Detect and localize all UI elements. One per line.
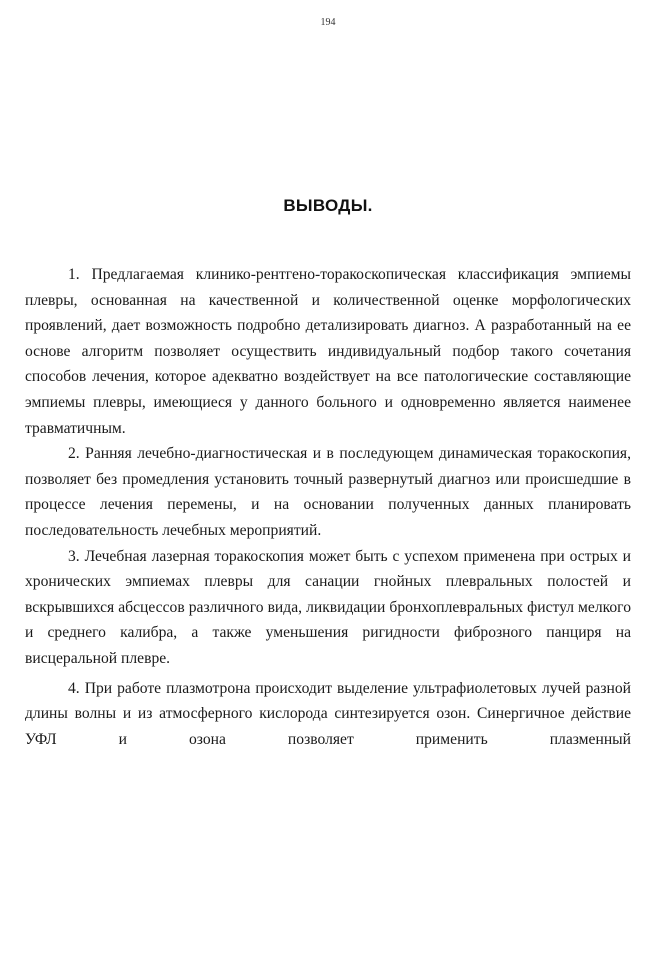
conclusions-body — [25, 262, 631, 752]
conclusion-paragraph-4: 4. При работе плазмотрона происходит выделение ультрафиолетовых лучей разной длины волны и из атмосферного кислорода синтезируется озон. Синергичное действие УФЛ и озона позволяет применить плазменный — [25, 679, 631, 748]
page-heading: ВЫВОДЫ. — [283, 196, 373, 215]
conclusion-paragraph-2: 2. Ранняя лечебно-диагностическая и в последующем динамическая торакоскопия, позволяет без промедления установить точный развернутый диагноз или происшедшие в процессе лечения перемены, и на основании полученных данных планировать последовательность лечебных мероприятий. — [25, 445, 631, 539]
page-number: 194 — [320, 17, 336, 28]
conclusion-paragraph-3: 3. Лечебная лазерная торакоскопия может быть с успехом применена при острых и хронических эмпиемах плевры для санации гнойных плевральных полостей и вскрывшихся абсцессов различного вида, ликвидации бронхоплевральных фистул мелкого и среднего калибра, а также уменьшения ригидности фиброзного панциря на висцеральной плевре. — [25, 547, 631, 667]
conclusion-paragraph-1: 1. Предлагаемая клинико-рентгено-торакоскопическая классификация эмпиемы плевры, основанная на качественной и количественной оценке морфологических проявлений, дает возможность подробно детализировать диагноз. А разработанный на ее основе алгоритм позволяет осуществить индивидуальный подбор такого сочетания способов лечения, которое адекватно воздействует на все патологические составляющие эмпиемы плевры, имеющиеся у данного больного и одновременно является наименее травматичным. — [25, 266, 631, 437]
